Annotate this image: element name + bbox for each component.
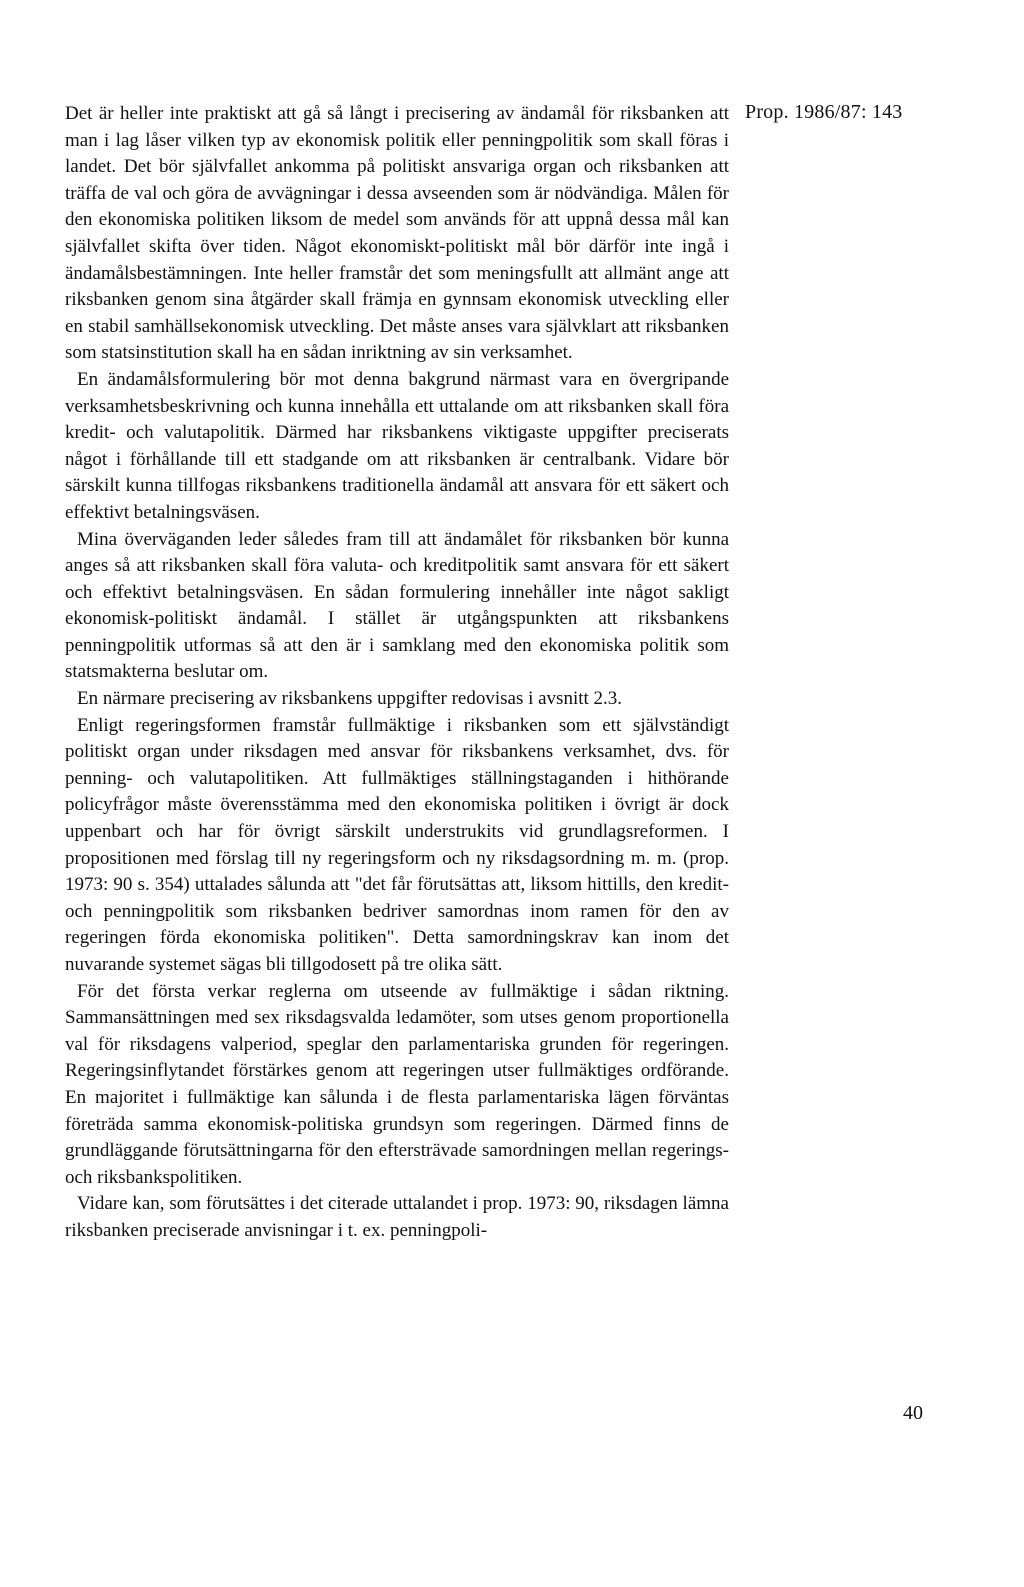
paragraph: En närmare precisering av riksbankens uppgifter redovisas i avsnitt 2.3. bbox=[77, 688, 623, 710]
paragraph: En ändamålsformulering bör mot denna bakgrund närmast vara en övergripande verksamhetsbeskrivning och kunna innehålla ett uttalande om att riksbanken skall föra kredit- och valutapolitik. Därmed har riksbankens viktigaste uppgifter preciserats något i förhållande till ett stadgande om att riksbanken är centralbank. Vidare bör särskilt kunna tillfogas riksbankens traditionella ändamål att ansvara för ett säkert och effektivt betalningsväsen. bbox=[65, 368, 729, 523]
paragraph: För det första verkar reglerna om utseende av fullmäktige i sådan riktning. Sammansättningen med sex riksdagsvalda ledamöter, som utses genom proportionella val för riksdagens valperiod, speglar den parlamentariska grunden för regeringen. Regeringsinflytandet förstärkes genom att regeringen utser fullmäktiges ordförande. En majoritet i fullmäktige kan sålunda i de flesta parlamentariska lägen förväntas företräda samma ekonomisk-politiska grundsyn som regeringen. Därmed finns de grundläggande förutsättningarna för den eftersträvade samordningen mellan regerings- och riksbankspolitiken. bbox=[65, 980, 729, 1188]
paragraph: Enligt regeringsformen framstår fullmäktige i riksbanken som ett självständigt politiskt organ under riksdagen med ansvar för riksbankens verksamhet, dvs. för penning- och valutapolitiken. Att fullmäktiges ställningstaganden i hithörande policyfrågor måste överensstämma med den ekonomiska politiken i övrigt är dock uppenbart och har för övrigt särskilt understrukits vid grundlagsreformen. I propositionen med förslag till ny regeringsform och ny riksdagsordning m. m. (prop. 1973: 90 s. 354) uttalades sålunda att "det får förutsättas att, liksom hittills, den kredit- och penningpolitik som riksbanken bedriver samordnas inom ramen för den av regeringen förda ekonomiska politiken". Detta samordningskrav kan inom det nuvarande systemet sägas bli tillgodosett på tre olika sätt. bbox=[65, 714, 729, 975]
document-reference: Prop. 1986/87: 143 bbox=[745, 101, 903, 123]
body-text bbox=[65, 101, 729, 1245]
paragraph: Det är heller inte praktiskt att gå så långt i precisering av ändamål för riksbanken att man i lag låser vilken typ av ekonomisk politik eller penningpolitik som skall föras i landet. Det bör självfallet ankomma på politiskt ansvariga organ och riksbanken att träffa de val och göra de avvägningar i dessa avseenden som är nödvändiga. Målen för den ekonomiska politiken liksom de medel som används för att uppnå dessa mål kan självfallet skifta över tiden. Något ekonomiskt-politiskt mål bör därför inte ingå i ändamålsbestämningen. Inte heller framstår det som meningsfullt att allmänt ange att riksbanken genom sina åtgärder skall främja en gynnsam ekonomisk utveckling eller en stabil samhällsekonomisk utveckling. Det måste anses vara självklart att riksbanken som statsinstitution skall ha en sådan inriktning av sin verksamhet. bbox=[65, 103, 729, 364]
page-number: 40 bbox=[903, 1402, 923, 1424]
paragraph: Mina överväganden leder således fram till att ändamålet för riksbanken bör kunna anges så att riksbanken skall föra valuta- och kreditpolitik samt ansvara för ett säkert och effektivt betalningsväsen. En sådan formulering innehåller inte något sakligt ekonomisk-politiskt ändamål. I stället är utgångspunkten att riksbankens penningpolitik utformas så att den är i samklang med den ekonomiska politik som statsmakterna beslutar om. bbox=[65, 528, 729, 683]
paragraph: Vidare kan, som förutsättes i det citerade uttalandet i prop. 1973: 90, riksdagen lämna riksbanken preciserade anvisningar i t. ex. penningpoli- bbox=[65, 1193, 729, 1241]
